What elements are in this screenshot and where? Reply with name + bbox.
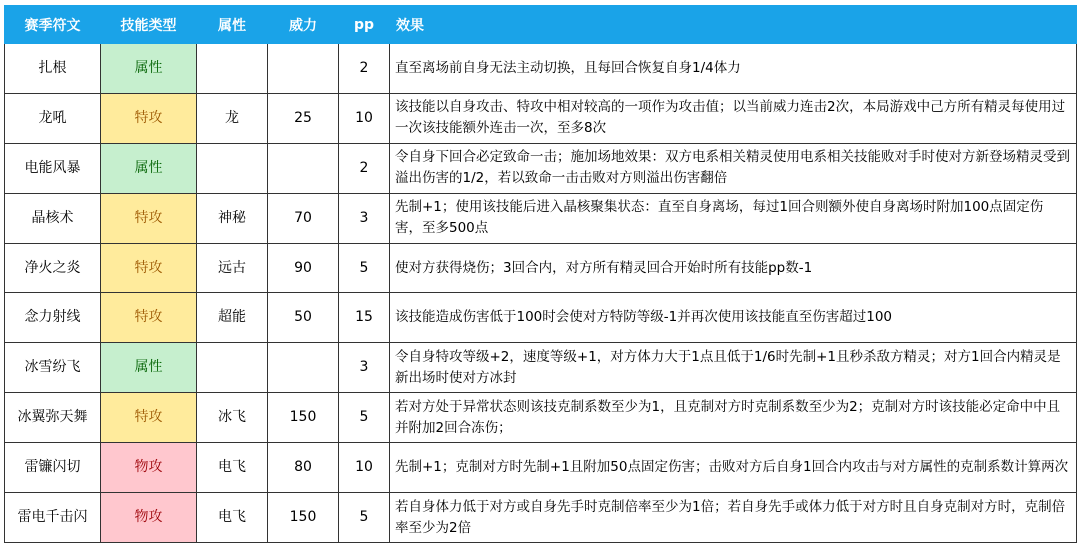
skill-type-cell: 属性: [101, 44, 197, 94]
skill-type-cell: 特攻: [101, 393, 197, 443]
header-attribute: 属性: [197, 6, 268, 44]
skill-type-cell: 物攻: [101, 443, 197, 493]
pp-cell: 10: [339, 443, 390, 493]
table-row: [5, 93, 1077, 143]
table-row: [5, 44, 1077, 94]
pp-cell: 5: [339, 243, 390, 293]
rune-name-cell: 雷镰闪切: [5, 443, 101, 493]
rune-name-cell: 净火之炎: [5, 243, 101, 293]
effect-cell: 该技能造成伤害低于100时会使对方特防等级-1并再次使用该技能直至伤害超过100: [390, 293, 1077, 343]
attribute-cell: 神秘: [197, 193, 268, 243]
rune-name-cell: 雷电千击闪: [5, 493, 101, 543]
skill-table: [4, 5, 1077, 543]
power-cell: 90: [268, 243, 339, 293]
power-cell: 150: [268, 393, 339, 443]
table-row: [5, 243, 1077, 293]
rune-name-cell: 晶核术: [5, 193, 101, 243]
power-cell: 150: [268, 493, 339, 543]
header-row: [5, 6, 1077, 44]
attribute-cell: 远古: [197, 243, 268, 293]
table-row: [5, 493, 1077, 543]
rune-name-cell: 扎根: [5, 44, 101, 94]
skill-type-cell: 特攻: [101, 93, 197, 143]
power-cell: 80: [268, 443, 339, 493]
power-cell: 50: [268, 293, 339, 343]
attribute-cell: [197, 143, 268, 193]
effect-cell: 先制+1；使用该技能后进入晶核聚集状态：直至自身离场，每过1回合则额外使自身离场时附加100点固定伤害，至多500点: [390, 193, 1077, 243]
skill-type-cell: 特攻: [101, 193, 197, 243]
skill-type-cell: 物攻: [101, 493, 197, 543]
attribute-cell: [197, 44, 268, 94]
effect-cell: 若对方处于异常状态则该技克制系数至少为1，且克制对方时克制系数至少为2；克制对方时该技能必定命中中且并附加2回合冻伤；: [390, 393, 1077, 443]
table-row: [5, 293, 1077, 343]
pp-cell: 5: [339, 493, 390, 543]
effect-cell: 该技能以自身攻击、特攻中相对较高的一项作为攻击值；以当前威力连击2次，本局游戏中己方所有精灵每使用过一次该技能额外连击一次，至多8次: [390, 93, 1077, 143]
pp-cell: 10: [339, 93, 390, 143]
pp-cell: 2: [339, 143, 390, 193]
pp-cell: 3: [339, 343, 390, 393]
pp-cell: 5: [339, 393, 390, 443]
effect-cell: 先制+1；克制对方时先制+1且附加50点固定伤害；击败对方后自身1回合内攻击与对方属性的克制系数计算两次: [390, 443, 1077, 493]
power-cell: [268, 44, 339, 94]
header-effect: 效果: [390, 6, 1077, 44]
skill-type-cell: 属性: [101, 143, 197, 193]
attribute-cell: [197, 343, 268, 393]
power-cell: 70: [268, 193, 339, 243]
attribute-cell: 龙: [197, 93, 268, 143]
effect-cell: 令自身特攻等级+2，速度等级+1，对方体力大于1点且低于1/6时先制+1且秒杀敌方精灵；对方1回合内精灵是新出场时使对方冰封: [390, 343, 1077, 393]
rune-name-cell: 龙吼: [5, 93, 101, 143]
pp-cell: 2: [339, 44, 390, 94]
attribute-cell: 冰飞: [197, 393, 268, 443]
skill-type-cell: 特攻: [101, 243, 197, 293]
power-cell: 25: [268, 93, 339, 143]
attribute-cell: 超能: [197, 293, 268, 343]
header-pp: pp: [339, 6, 390, 44]
table-row: [5, 193, 1077, 243]
rune-name-cell: 冰翼弥天舞: [5, 393, 101, 443]
table-row: [5, 343, 1077, 393]
power-cell: [268, 143, 339, 193]
attribute-cell: 电飞: [197, 443, 268, 493]
header-skill-type: 技能类型: [101, 6, 197, 44]
table-row: [5, 143, 1077, 193]
table-row: [5, 393, 1077, 443]
rune-name-cell: 冰雪纷飞: [5, 343, 101, 393]
skill-type-cell: 特攻: [101, 293, 197, 343]
skill-type-cell: 属性: [101, 343, 197, 393]
effect-cell: 若自身体力低于对方或自身先手时克制倍率至少为1倍；若自身先手或体力低于对方时且自身克制对方时，克制倍率至少为2倍: [390, 493, 1077, 543]
pp-cell: 15: [339, 293, 390, 343]
attribute-cell: 电飞: [197, 493, 268, 543]
effect-cell: 使对方获得烧伤；3回合内，对方所有精灵回合开始时所有技能pp数-1: [390, 243, 1077, 293]
header-power: 威力: [268, 6, 339, 44]
pp-cell: 3: [339, 193, 390, 243]
effect-cell: 令自身下回合必定致命一击；施加场地效果：双方电系相关精灵使用电系相关技能败对手时使对方新登场精灵受到溢出伤害的1/2，若以致命一击击败对方则溢出伤害翻倍: [390, 143, 1077, 193]
power-cell: [268, 343, 339, 393]
effect-cell: 直至离场前自身无法主动切换，且每回合恢复自身1/4体力: [390, 44, 1077, 94]
table-row: [5, 443, 1077, 493]
rune-name-cell: 电能风暴: [5, 143, 101, 193]
rune-name-cell: 念力射线: [5, 293, 101, 343]
header-rune: 赛季符文: [5, 6, 101, 44]
